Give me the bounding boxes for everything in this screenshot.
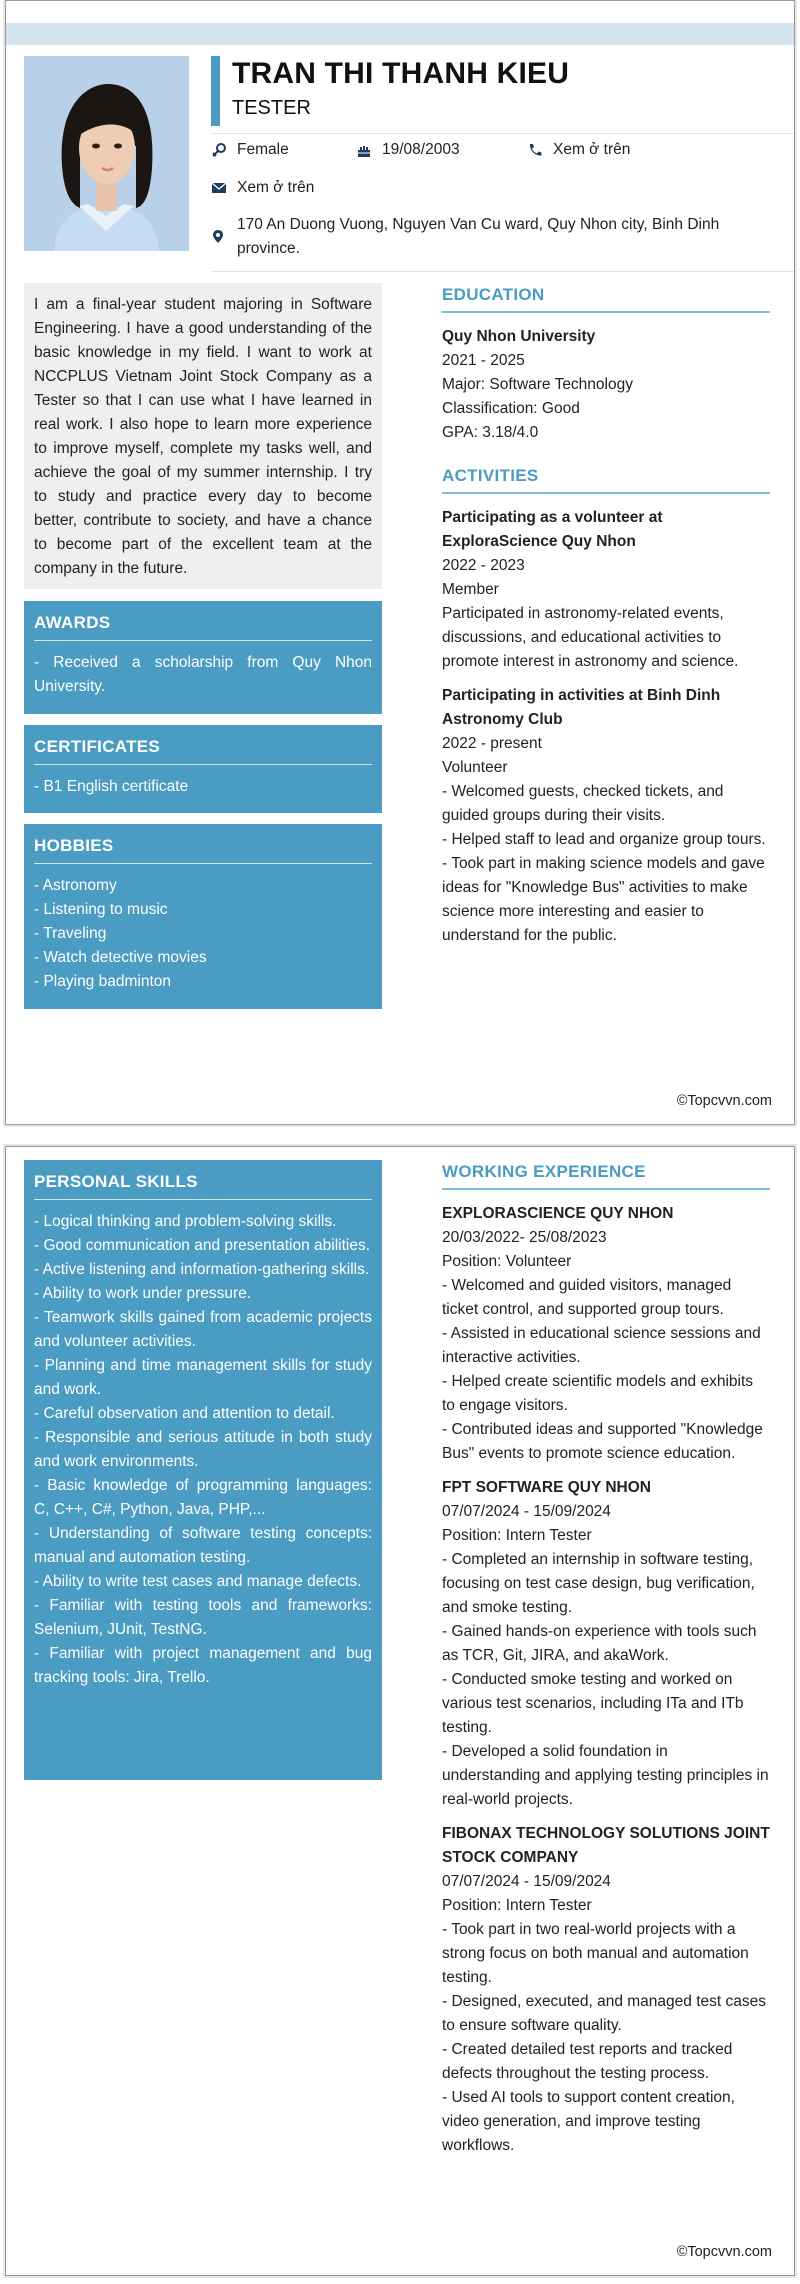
job-period: 07/07/2024 - 15/09/2024 — [442, 1503, 611, 1520]
personal-skills-heading: PERSONAL SKILLS — [34, 1170, 372, 1200]
activity-role: Member — [442, 581, 499, 598]
hobbies-section — [24, 824, 382, 1009]
candidate-title: TESTER — [232, 97, 311, 119]
list-item: - Basic knowledge of programming languages: C, C++, C#, Python, Java, PHP,... — [34, 1477, 372, 1518]
list-item: - Good communication and presentation abilities. — [34, 1237, 371, 1254]
header-band — [6, 23, 794, 45]
personal-skills-section — [24, 1160, 382, 1780]
list-item: - Astronomy — [34, 877, 117, 894]
job-position: Position: Intern Tester — [442, 1897, 592, 1914]
list-item: - Understanding of software testing concepts: manual and automation testing. — [34, 1525, 372, 1566]
gender-icon — [211, 138, 237, 162]
activity-period: 2022 - present — [442, 735, 542, 752]
list-item: - Familiar with project management and bug tracking tools: Jira, Trello. — [34, 1645, 372, 1686]
job-detail: - Gained hands-on experience with tools such as TCR, Git, JIRA, and akaWork. — [442, 1623, 757, 1664]
job-detail: - Created detailed test reports and tracked defects throughout the testing process. — [442, 2041, 733, 2082]
job-detail: - Assisted in educational science sessions and interactive activities. — [442, 1325, 761, 1366]
candidate-name: TRAN THI THANH KIEU — [232, 57, 570, 90]
education-content — [442, 325, 770, 445]
dob-value: 19/08/2003 — [382, 141, 460, 158]
job-detail: - Helped create scientific models and exhibits to engage visitors. — [442, 1373, 754, 1414]
list-item: - Planning and time management skills for study and work. — [34, 1357, 372, 1398]
name-block — [211, 56, 569, 126]
job-period: 20/03/2022- 25/08/2023 — [442, 1229, 607, 1246]
profile-photo — [24, 56, 189, 251]
list-item: - Teamwork skills gained from academic projects and volunteer activities. — [34, 1309, 372, 1350]
job-detail: - Conducted smoke testing and worked on various test scenarios, including ITa and ITb testing. — [442, 1671, 744, 1736]
address-line-1: 170 An Duong Vuong, Nguyen Van Cu ward, Quy Nhon city, Binh Dinh — [237, 216, 720, 233]
phone-info — [527, 138, 630, 162]
awards-text: - Received a scholarship from Quy Nhon University. — [34, 654, 372, 695]
list-item: - Listening to music — [34, 901, 168, 918]
job-company: EXPLORASCIENCE QUY NHON — [442, 1205, 674, 1222]
education-classification: Classification: Good — [442, 400, 580, 417]
education-years: 2021 - 2025 — [442, 352, 525, 369]
address-value — [237, 213, 719, 261]
job-detail: - Contributed ideas and supported "Knowledge Bus" events to promote science education. — [442, 1421, 763, 1462]
activity-name: Participating in activities at Binh Dinh Astronomy Club — [442, 687, 721, 728]
education-heading: EDUCATION — [442, 283, 770, 313]
job-period: 07/07/2024 - 15/09/2024 — [442, 1873, 611, 1890]
job-position: Position: Volunteer — [442, 1253, 572, 1270]
list-item: - Ability to work under pressure. — [34, 1285, 252, 1302]
job-detail: - Took part in two real-world projects with a strong focus on both manual and automation testing. — [442, 1921, 749, 1986]
certificates-text: - B1 English certificate — [34, 778, 189, 795]
list-item: - Active listening and information-gathering skills. — [34, 1261, 370, 1278]
footer-watermark: ©Topcvvn.com — [676, 1093, 772, 1109]
activity-detail: - Welcomed guests, checked tickets, and guided groups during their visits. — [442, 783, 724, 824]
awards-section — [24, 601, 382, 714]
experience-content — [442, 1202, 770, 2158]
activity-detail: - Helped staff to lead and organize group tours. — [442, 831, 766, 848]
activity-role: Volunteer — [442, 759, 508, 776]
job-detail: - Welcomed and guided visitors, managed ticket control, and supported group tours. — [442, 1277, 732, 1318]
dob-info — [356, 138, 460, 162]
list-item: - Logical thinking and problem-solving skills. — [34, 1213, 337, 1230]
hobbies-list — [34, 874, 372, 994]
education-gpa: GPA: 3.18/4.0 — [442, 424, 539, 441]
list-item: - Playing badminton — [34, 973, 171, 990]
awards-heading: AWARDS — [34, 611, 372, 641]
job-detail: - Designed, executed, and managed test cases to ensure software quality. — [442, 1993, 766, 2034]
address-line-2: province. — [237, 240, 300, 257]
list-item: - Responsible and serious attitude in both study and work environments. — [34, 1429, 372, 1470]
gender-info — [211, 138, 289, 162]
activities-heading: ACTIVITIES — [442, 464, 770, 494]
job-detail: - Completed an internship in software testing, focusing on test case design, bug verification, and smoke testing. — [442, 1551, 755, 1616]
personal-skills-list — [34, 1210, 372, 1690]
activity-detail: - Took part in making science models and gave ideas for "Knowledge Bus" activities to make science more interesting and easier to understand for the public. — [442, 855, 765, 944]
activity-period: 2022 - 2023 — [442, 557, 525, 574]
phone-icon — [527, 138, 553, 162]
birthday-cake-icon — [356, 138, 382, 162]
job-position: Position: Intern Tester — [442, 1527, 592, 1544]
education-major: Major: Software Technology — [442, 376, 633, 393]
phone-value: Xem ở trên — [553, 141, 631, 158]
map-pin-icon — [211, 213, 237, 261]
education-school: Quy Nhon University — [442, 328, 596, 345]
list-item: - Traveling — [34, 925, 107, 942]
list-item: - Familiar with testing tools and frameworks: Selenium, JUnit, TestNG. — [34, 1597, 372, 1638]
activity-name: Participating as a volunteer at ExploraScience Quy Nhon — [442, 509, 663, 550]
contact-divider-bottom — [211, 271, 794, 272]
email-value: Xem ở trên — [237, 179, 315, 196]
contact-divider — [211, 133, 794, 134]
hobbies-heading: HOBBIES — [34, 834, 372, 864]
footer-watermark: ©Topcvvn.com — [676, 2244, 772, 2260]
job-company: FPT SOFTWARE QUY NHON — [442, 1479, 651, 1496]
job-detail: - Developed a solid foundation in understanding and applying testing principles in real-world projects. — [442, 1743, 769, 1808]
envelope-icon — [211, 176, 237, 200]
cv-page-2 — [5, 1146, 795, 2276]
job-detail: - Used AI tools to support content creation, video generation, and improve testing workflows. — [442, 2089, 735, 2154]
list-item: - Watch detective movies — [34, 949, 207, 966]
job-company: FIBONAX TECHNOLOGY SOLUTIONS JOINT STOCK COMPANY — [442, 1825, 770, 1866]
activity-detail: Participated in astronomy-related events, discussions, and educational activities to promote interest in astronomy and science. — [442, 605, 739, 670]
list-item: - Ability to write test cases and manage defects. — [34, 1573, 362, 1590]
career-objective: I am a final-year student majoring in Software Engineering. I have a good understanding of the basic knowledge in my field. I want to work at NCCPLUS Vietnam Joint Stock Company as a Tester so that I can use what I have learned in real work. I also hope to learn more experience to improve myself, complete my tasks well, and achieve the goal of my summer internship. I try to study and practice every day to become better, contribute to society, and have a chance to become part of the excellent team at the company in the future. — [24, 283, 382, 589]
certificates-section — [24, 725, 382, 813]
address-info — [211, 213, 731, 261]
activities-content — [442, 506, 770, 948]
experience-heading: WORKING EXPERIENCE — [442, 1160, 770, 1190]
list-item: - Careful observation and attention to detail. — [34, 1405, 335, 1422]
email-info — [211, 176, 314, 200]
cv-page-1 — [5, 0, 795, 1125]
certificates-heading: CERTIFICATES — [34, 735, 372, 765]
gender-value: Female — [237, 141, 289, 158]
